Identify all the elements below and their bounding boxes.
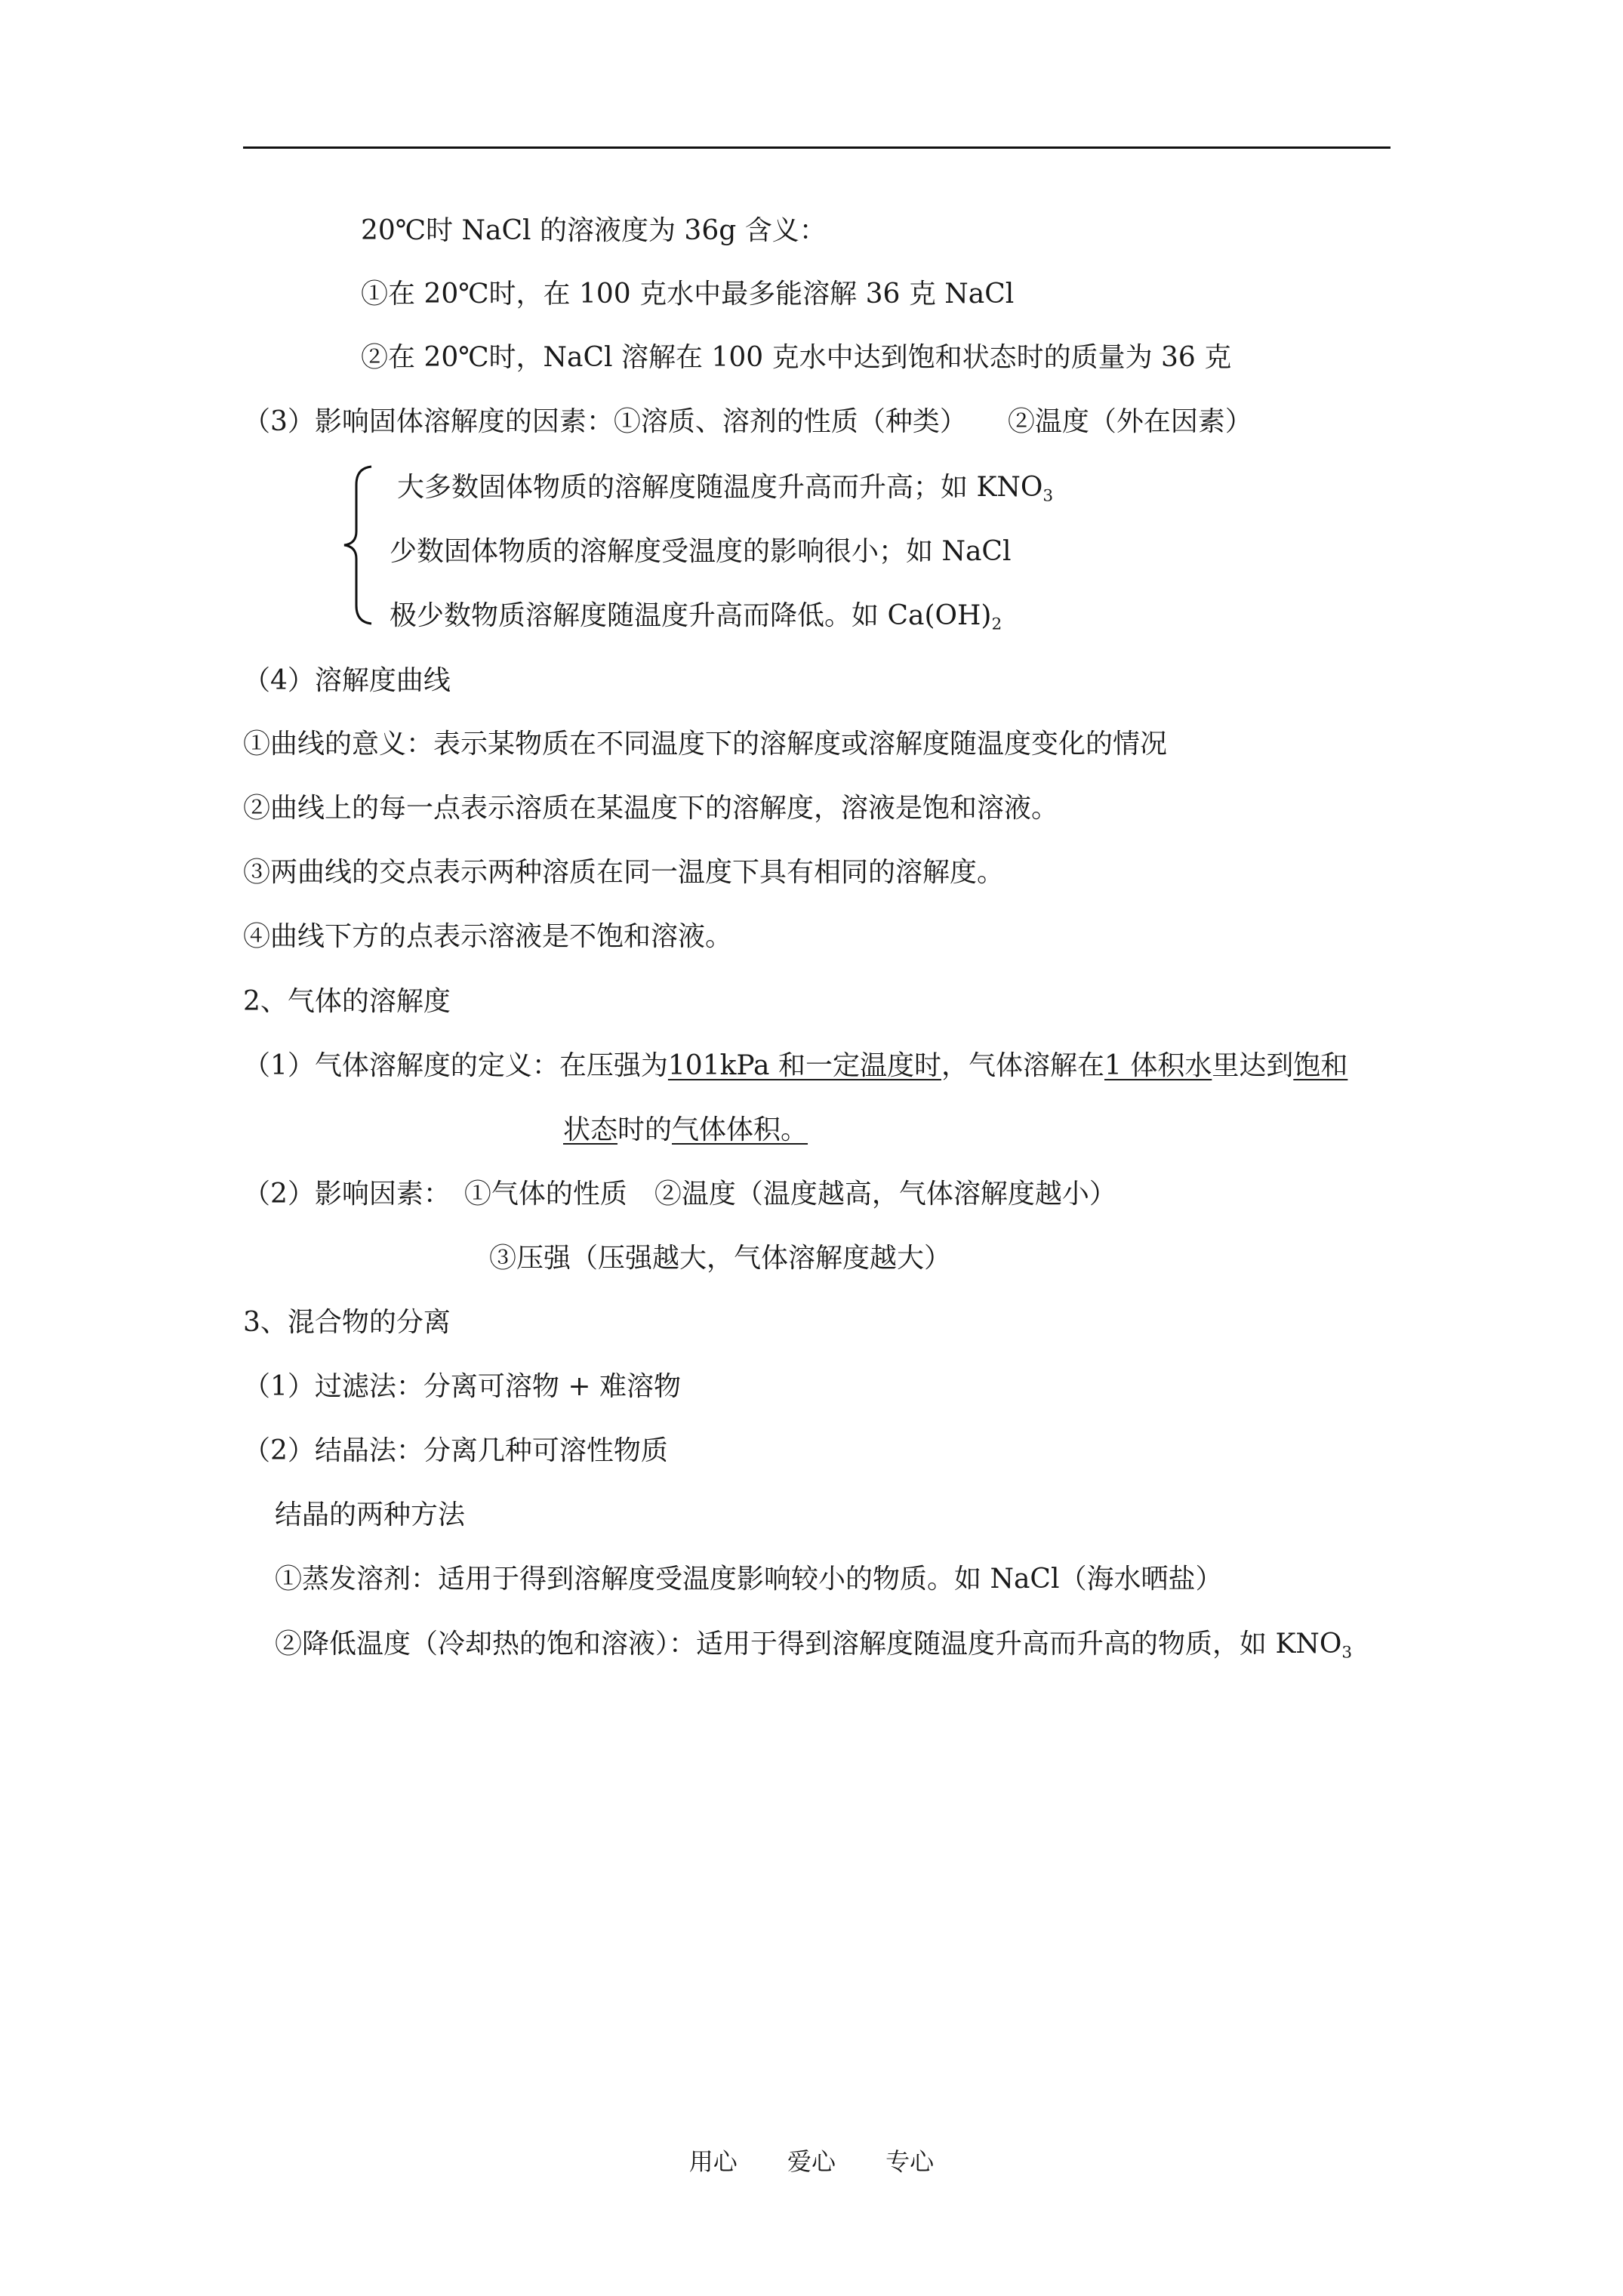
- header-rule: [243, 146, 1390, 149]
- curly-brace-icon: [340, 462, 385, 628]
- footer-text: 用心: [688, 2147, 738, 2176]
- text-line: ③压强（压强越大，气体溶解度越大）: [489, 1243, 952, 1274]
- text-line: ①曲线的意义：表示某物质在不同温度下的溶解度或溶解度随温度变化的情况: [243, 729, 1168, 760]
- text-line: 大多数固体物质的溶解度随温度升高而升高；如 $KNO_3$: [397, 472, 1054, 506]
- text-line: 结晶的两种方法: [275, 1499, 466, 1530]
- text-line: （1）气体溶解度的定义：在压强为101kPa 和一定温度时，气体溶解在1 体积水里达到饱和: [243, 1050, 1348, 1081]
- text-line: 状态时的气体体积。: [563, 1114, 808, 1145]
- text-line: 少数固体物质的溶解度受温度的影响很小；如 NaCl: [390, 536, 1012, 567]
- text-line: ①蒸发溶剂：适用于得到溶解度受温度影响较小的物质。如 NaCl（海水晒盐）: [275, 1564, 1223, 1595]
- text-line: （2）结晶法：分离几种可溶性物质: [243, 1435, 668, 1466]
- section-heading: 3、混合物的分离: [243, 1307, 451, 1338]
- text-line: ②曲线上的每一点表示溶质在某温度下的溶解度，溶液是饱和溶液。: [243, 793, 1059, 824]
- footer-text: 专心: [885, 2147, 935, 2176]
- text-line: ②在 20℃时，NaCl 溶解在 100 克水中达到饱和状态时的质量为 36 克: [361, 342, 1232, 373]
- text-line: （1）过滤法：分离可溶物 + 难溶物: [243, 1371, 681, 1402]
- footer-text: 爱心: [787, 2147, 836, 2176]
- text-line: ③两曲线的交点表示两种溶质在同一温度下具有相同的溶解度。: [243, 857, 1005, 888]
- section-heading: 2、气体的溶解度: [243, 986, 451, 1017]
- section-heading: （4）溶解度曲线: [243, 665, 451, 696]
- text-line: （2）影响因素： ①气体的性质 ②温度（温度越高，气体溶解度越小）: [243, 1179, 1116, 1210]
- page-footer: [0, 2147, 1623, 2177]
- text-line: ②降低温度（冷却热的饱和溶液）：适用于得到溶解度随温度升高而升高的物质，如 $KNO_3$: [275, 1629, 1353, 1663]
- text-line: ①在 20℃时，在 100 克水中最多能溶解 36 克 NaCl: [361, 279, 1015, 310]
- text-line: 20℃时 NaCl 的溶液度为 36g 含义：: [361, 215, 827, 246]
- text-line: 极少数物质溶解度随温度升高而降低。如 $Ca(OH)_2$: [390, 600, 1002, 634]
- text-line: ④曲线下方的点表示溶液是不饱和溶液。: [243, 921, 733, 952]
- section-heading: （3）影响固体溶解度的因素：①溶质、溶剂的性质（种类） ②温度（外在因素）: [243, 406, 1252, 437]
